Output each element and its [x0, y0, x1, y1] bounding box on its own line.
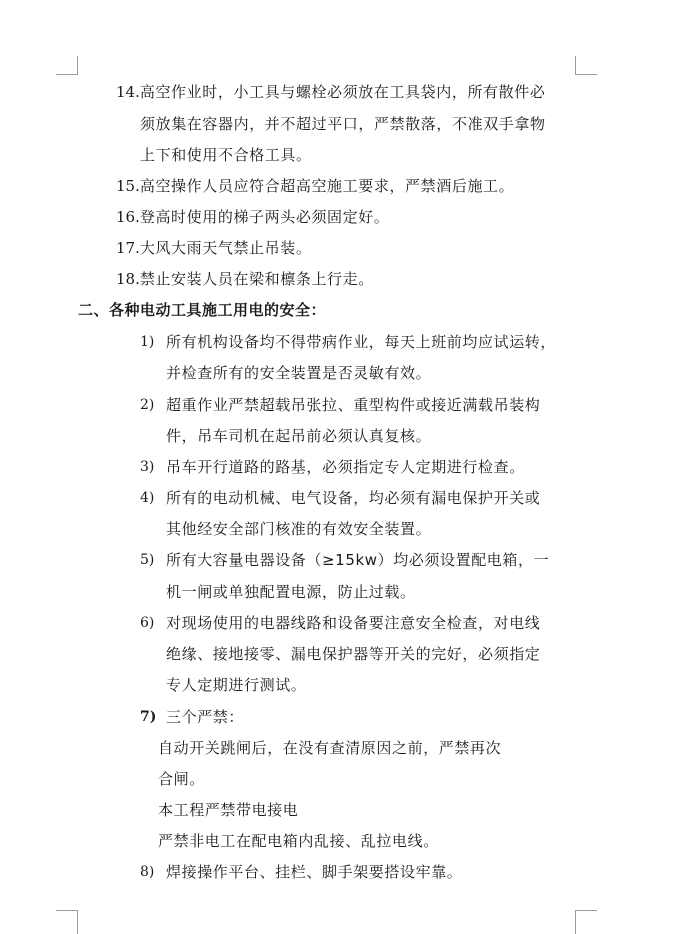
crop-mark-bottom-right — [575, 910, 597, 934]
prohibition-line-1: 自动开关跳闸后，在没有查清原因之前，严禁再次 — [158, 739, 502, 757]
list-item-18 — [116, 269, 374, 289]
item-number: 8) — [140, 864, 155, 880]
item-number: 6) — [140, 615, 155, 631]
prohibition-line-3: 本工程严禁带电接电 — [158, 801, 299, 819]
item-text: 高空操作人员应符合超高空施工要求，严禁酒后施工。 — [139, 177, 515, 195]
item-text: 登高时使用的梯子两头必须固定好。 — [139, 208, 390, 226]
list-item-14-line-3: 上下和使用不合格工具。 — [140, 146, 312, 164]
crop-mark-bottom-left — [56, 910, 78, 934]
item-number: 3) — [140, 459, 155, 475]
item-number: 16. — [116, 208, 140, 226]
item-number: 18. — [116, 270, 140, 288]
item-number: 2) — [140, 397, 155, 413]
item-number: 1) — [140, 334, 155, 350]
sub-item-3-line-1: 吊车开行道路的路基，必须指定专人定期进行检查。 — [166, 458, 525, 476]
sub-item-6-line-1: 对现场使用的电器线路和设备要注意安全检查，对电线 — [166, 614, 541, 632]
sub-item-1-line-1: 所有机构设备均不得带病作业，每天上班前均应试运转， — [166, 333, 557, 351]
sub-item-4-line-1: 所有的电动机械、电气设备，均必须有漏电保护开关或 — [166, 489, 541, 507]
sub-item-5-line-1: 所有大容量电器设备（≥15kw）均必须设置配电箱，一 — [166, 551, 550, 569]
list-item-14-line-2: 须放集在容器内，并不超过平口，严禁散落，不准双手拿物 — [140, 115, 546, 133]
sub-item-2-line-1: 超重作业严禁超载吊张拉、重型构件或接近满载吊装构 — [166, 396, 541, 414]
item-number: 4) — [140, 490, 155, 506]
sub-item-8-line-1: 焊接操作平台、挂栏、脚手架要搭设牢靠。 — [166, 863, 463, 881]
list-item-17 — [116, 238, 311, 258]
list-item-16 — [116, 207, 389, 227]
item-text: 高空作业时，小工具与螺栓必须放在工具袋内，所有散件必 — [139, 83, 546, 101]
crop-mark-top-left — [56, 56, 78, 75]
sub-item-6-line-2: 绝缘、接地接零、漏电保护器等开关的完好，必须指定 — [166, 645, 541, 663]
item-number: 5) — [140, 552, 155, 568]
item-number: 14. — [116, 83, 140, 101]
item-number: 17. — [116, 239, 140, 257]
prohibition-line-4: 严禁非电工在配电箱内乱接、乱拉电线。 — [158, 832, 439, 850]
sub-item-1-line-2: 并检查所有的安全装置是否灵敏有效。 — [166, 364, 432, 382]
item-number: 7) — [140, 709, 157, 725]
crop-mark-top-right — [575, 56, 597, 75]
sub-item-7-line-1: 三个严禁： — [166, 708, 245, 726]
item-text: 大风大雨天气禁止吊装。 — [139, 239, 312, 257]
item-text: 禁止安装人员在梁和檩条上行走。 — [139, 270, 374, 288]
prohibition-line-2: 合闸。 — [158, 770, 205, 788]
sub-item-5-line-2: 机一闸或单独配置电源，防止过载。 — [166, 583, 416, 601]
sub-item-4-line-2: 其他经安全部门核准的有效安全装置。 — [166, 520, 432, 538]
list-item-14 — [116, 82, 545, 102]
list-item-15 — [116, 176, 514, 196]
section-heading: 二、各种电动工具施工用电的安全： — [78, 301, 327, 319]
sub-item-2-line-2: 件，吊车司机在起吊前必须认真复核。 — [166, 427, 432, 445]
item-number: 15. — [116, 177, 140, 195]
sub-item-6-line-3: 专人定期进行测试。 — [166, 676, 307, 694]
